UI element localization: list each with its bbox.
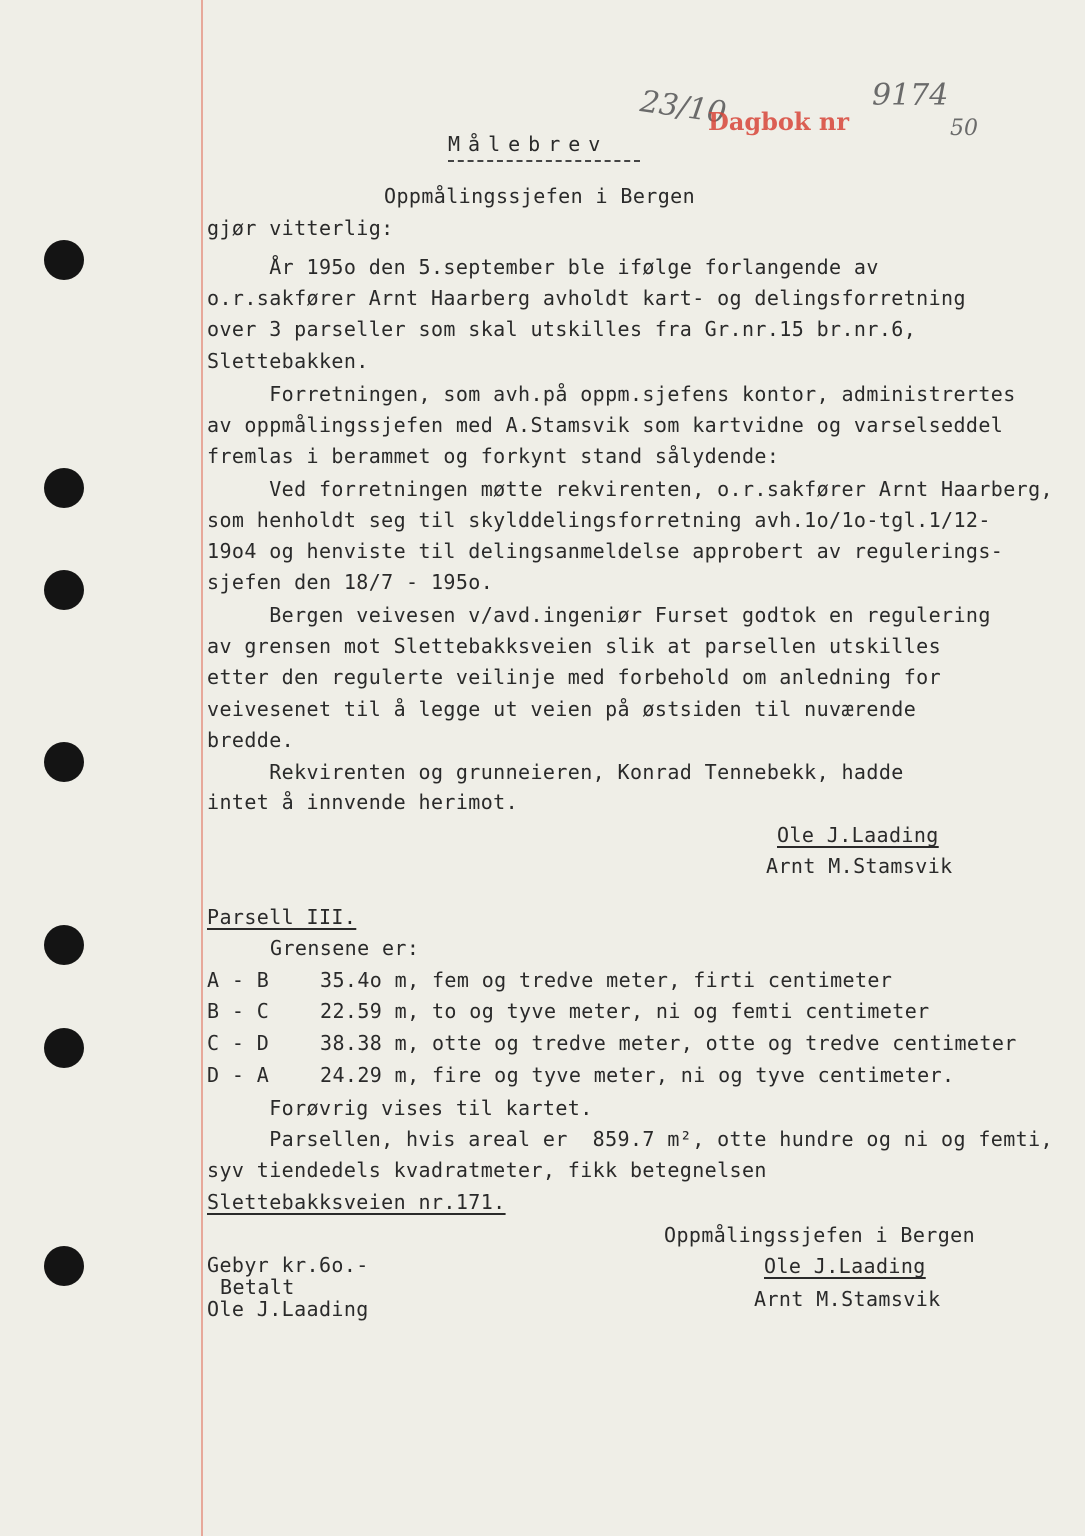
border-length: 38.38 m, otte og tredve meter, otte og tredve centimeter (320, 1031, 1017, 1055)
punch-hole (44, 468, 84, 508)
body-line: Bergen veivesen v/avd.ingeniør Furset godtok en regulering (207, 603, 991, 627)
body-line: 19o4 og henviste til delingsanmeldelse approbert av regulerings- (207, 539, 1004, 563)
body-line: Ved forretningen møtte rekvirenten, o.r.sakfører Arnt Haarberg, (207, 477, 1053, 501)
body-line: o.r.sakfører Arnt Haarberg avholdt kart- og delingsforretning (207, 286, 966, 310)
handwritten-journal-number: 9174 (872, 78, 949, 113)
punch-hole (44, 925, 84, 965)
parcel-heading: Parsell III. (207, 905, 357, 929)
border-segment: A - B (207, 968, 270, 992)
body-line: Forretningen, som avh.på oppm.sjefens kontor, administrertes (207, 382, 1016, 406)
document-title: Målebrev (448, 132, 609, 156)
body-line: av oppmålingssjefen med A.Stamsvik som kartvidne og varselseddel (207, 413, 1004, 437)
border-length: 24.29 m, fire og tyve meter, ni og tyve centimeter. (320, 1063, 955, 1087)
punch-hole (44, 1246, 84, 1286)
parcel-name: Slettebakksveien nr.171. (207, 1190, 506, 1214)
body-line: over 3 parseller som skal utskilles fra Gr.nr.15 br.nr.6, (207, 317, 917, 341)
body-line: Slettebakken. (207, 349, 369, 373)
signature-stamsvik-2: Arnt M.Stamsvik (754, 1287, 941, 1311)
margin-rule (201, 0, 203, 1536)
signature-stamsvik: Arnt M.Stamsvik (766, 854, 953, 878)
punch-hole (44, 570, 84, 610)
closing-line: syv tiendedels kvadratmeter, fikk betegnelsen (207, 1158, 767, 1182)
borders-intro: Grensene er: (270, 936, 420, 960)
body-line: År 195o den 5.september ble ifølge forlangende av (207, 255, 879, 279)
title-underline (448, 160, 640, 162)
body-line: Rekvirenten og grunneieren, Konrad Tennebekk, hadde (207, 760, 904, 784)
handwritten-year: 50 (950, 116, 978, 141)
closing-line: Parsellen, hvis areal er 859.7 m², otte hundre og ni og femti, (207, 1127, 1053, 1151)
body-line: etter den regulerte veilinje med forbehold om anledning for (207, 665, 942, 689)
dagbok-stamp: Dagbok nr (708, 107, 850, 136)
fee-paid: Betalt (220, 1275, 295, 1299)
punch-hole (44, 1028, 84, 1068)
issuer-signature-title: Oppmålingssjefen i Bergen (664, 1223, 976, 1247)
signature-laading-2: Ole J.Laading (764, 1254, 926, 1278)
border-segment: C - D (207, 1031, 270, 1055)
fee-signature: Ole J.Laading (207, 1297, 369, 1321)
signature-laading: Ole J.Laading (777, 823, 939, 847)
border-length: 22.59 m, to og tyve meter, ni og femti centimeter (320, 999, 930, 1023)
body-line: bredde. (207, 728, 295, 752)
body-line: sjefen den 18/7 - 195o. (207, 570, 494, 594)
body-line: intet å innvende herimot. (207, 790, 519, 814)
body-line: som henholdt seg til skylddelingsforretning avh.1o/1o-tgl.1/12- (207, 508, 991, 532)
border-segment: D - A (207, 1063, 270, 1087)
handwritten-date: 23/10 (637, 84, 729, 131)
issuer-line: Oppmålingssjefen i Bergen (384, 184, 696, 208)
fee-line: Gebyr kr.6o.- (207, 1253, 369, 1277)
body-line: av grensen mot Slettebakksveien slik at parsellen utskilles (207, 634, 942, 658)
border-segment: B - C (207, 999, 270, 1023)
body-line: gjør vitterlig: (207, 216, 394, 240)
border-length: 35.4o m, fem og tredve meter, firti centimeter (320, 968, 893, 992)
punch-hole (44, 240, 84, 280)
closing-line: Forøvrig vises til kartet. (207, 1096, 593, 1120)
body-line: veivesenet til å legge ut veien på østsiden til nuværende (207, 697, 917, 721)
body-line: fremlas i berammet og forkynt stand sålydende: (207, 444, 780, 468)
punch-hole (44, 742, 84, 782)
